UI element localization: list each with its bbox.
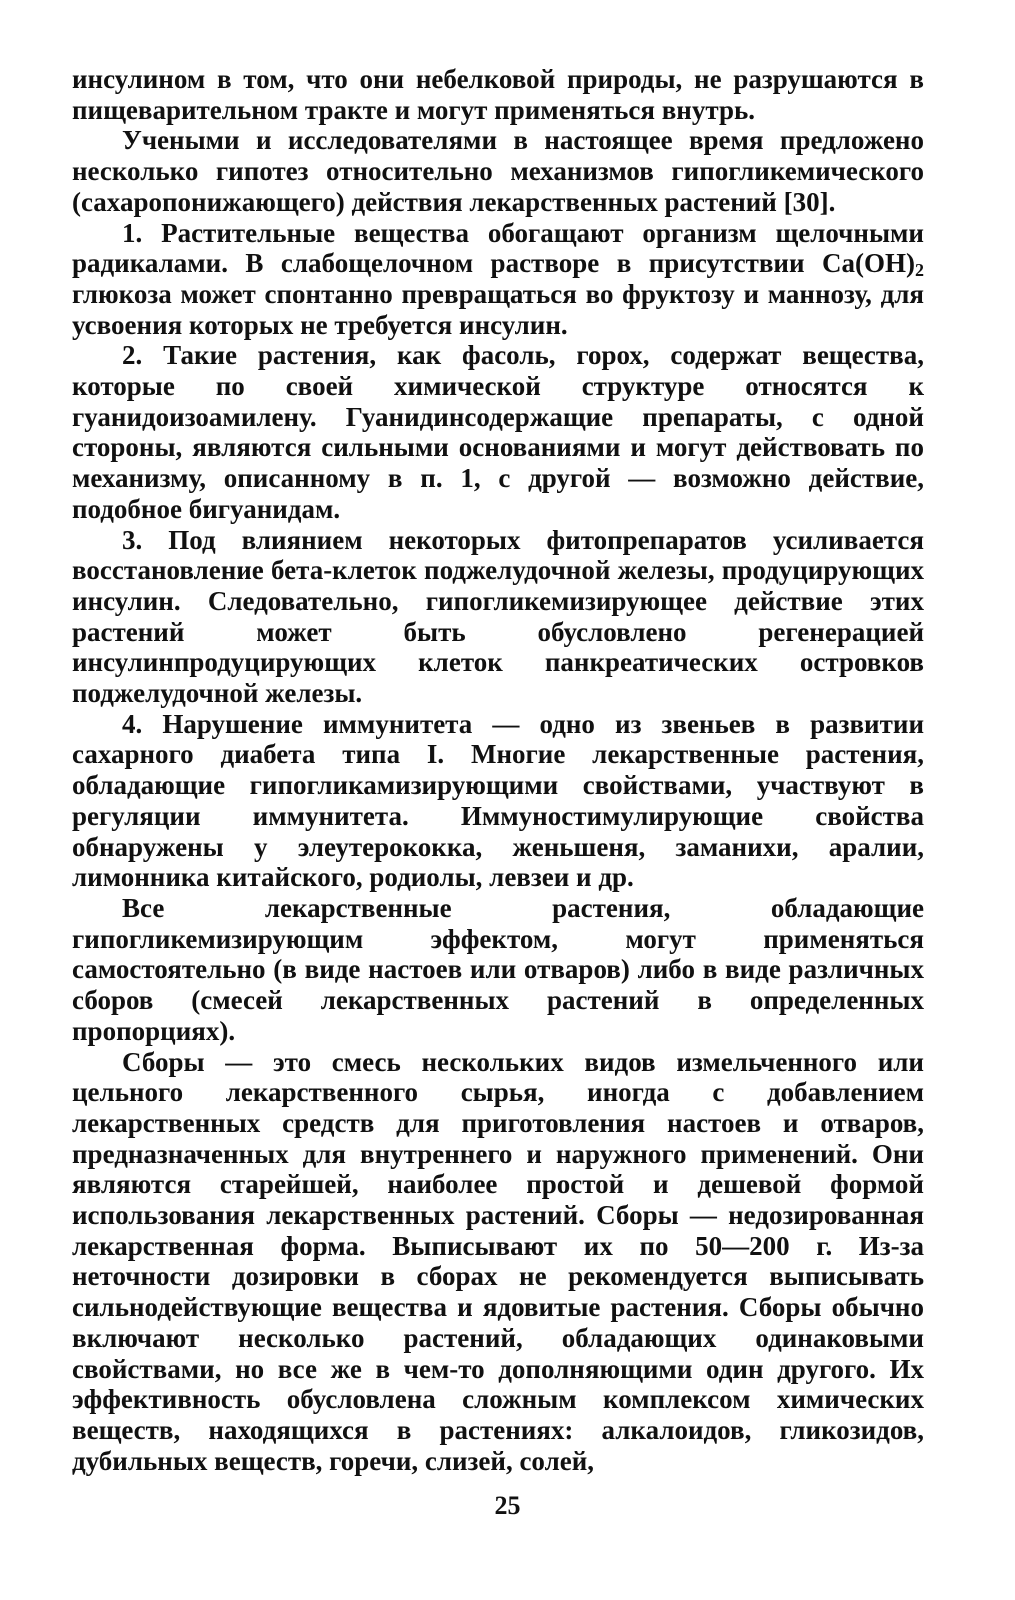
hypothesis-1-text-end: глюкоза может спонтанно превращаться во фруктозу и маннозу, для усвоения которых не требуется инсулин.	[72, 278, 924, 340]
hypothesis-1-subscript: 2	[915, 260, 924, 281]
page-number: 25	[494, 1491, 521, 1520]
paragraph-hypotheses-intro: Учеными и исследователями в настоящее время предложено несколько гипотез относительно механизмов гипогликемического (сахаропонижающего) действия лекарственных растений [30].	[72, 125, 924, 217]
paragraph-collections: Сборы — это смесь нескольких видов измельченного или цельного лекарственного сырья, иногда с добавлением лекарственных средств для приготовления настоев и отваров, предназначенных для внутреннего и наружного применений. Они являются старейшей, наиболее простой и дешевой формой использования лекарственных растений. Сборы — недозированная лекарственная форма. Выписывают их по 50—200 г. Из-за неточности дозировки в сборах не рекомендуется выписывать сильнодействующие вещества и ядовитые растения. Сборы обычно включают несколько растений, обладающих одинаковыми свойствами, но все же в чем-то дополняющими один другого. Их эффективность обусловлена сложным комплексом химических веществ, находящихся в растениях: алкалоидов, гликозидов, дубильных веществ, горечи, слизей, солей,	[72, 1046, 924, 1476]
paragraph-hypothesis-1	[72, 218, 924, 341]
paragraph-usage: Все лекарственные растения, обладающие гипогликемизирующим эффектом, могут применяться самостоятельно (в виде настоев или отваров) либо в виде различных сборов (смесей лекарственных растений в определенных пропорциях).	[72, 892, 924, 1046]
page-body	[72, 64, 924, 1476]
paragraph-hypothesis-2: 2. Такие растения, как фасоль, горох, содержат вещества, которые по своей химической структуре относятся к гуанидоизоамилену. Гуанидинсодержащие препараты, с одной стороны, являются сильными основаниями и могут действовать по механизму, описанному в п. 1, с другой — возможно действие, подобное бигуанидам.	[72, 340, 924, 524]
paragraph-hypothesis-4: 4. Нарушение иммунитета — одно из звеньев в развитии сахарного диабета типа I. Многие лекарственные растения, обладающие гипогликамизирующими свойствами, участвуют в регуляции иммунитета. Иммуностимулирующие свойства обнаружены у элеутерококка, женьшеня, заманихи, аралии, лимонника китайского, родиолы, левзеи и др.	[72, 708, 924, 893]
paragraph-continuation: инсулином в том, что они небелковой природы, не разрушаются в пищеварительном тракте и могут применяться внутрь.	[72, 64, 924, 125]
paragraph-hypothesis-3: 3. Под влиянием некоторых фитопрепаратов усиливается восстановление бета-клеток поджелудочной железы, продуцирующих инсулин. Следовательно, гипогликемизирующее действие этих растений может быть обусловлено регенерацией инсулинпродуцирующих клеток панкреатических островков поджелудочной железы.	[72, 524, 924, 709]
hypothesis-1-text-start: 1. Растительные вещества обогащают организм щелочными радикалами. В слабощелочном растворе в присутствии Ca(OH)	[72, 217, 924, 279]
